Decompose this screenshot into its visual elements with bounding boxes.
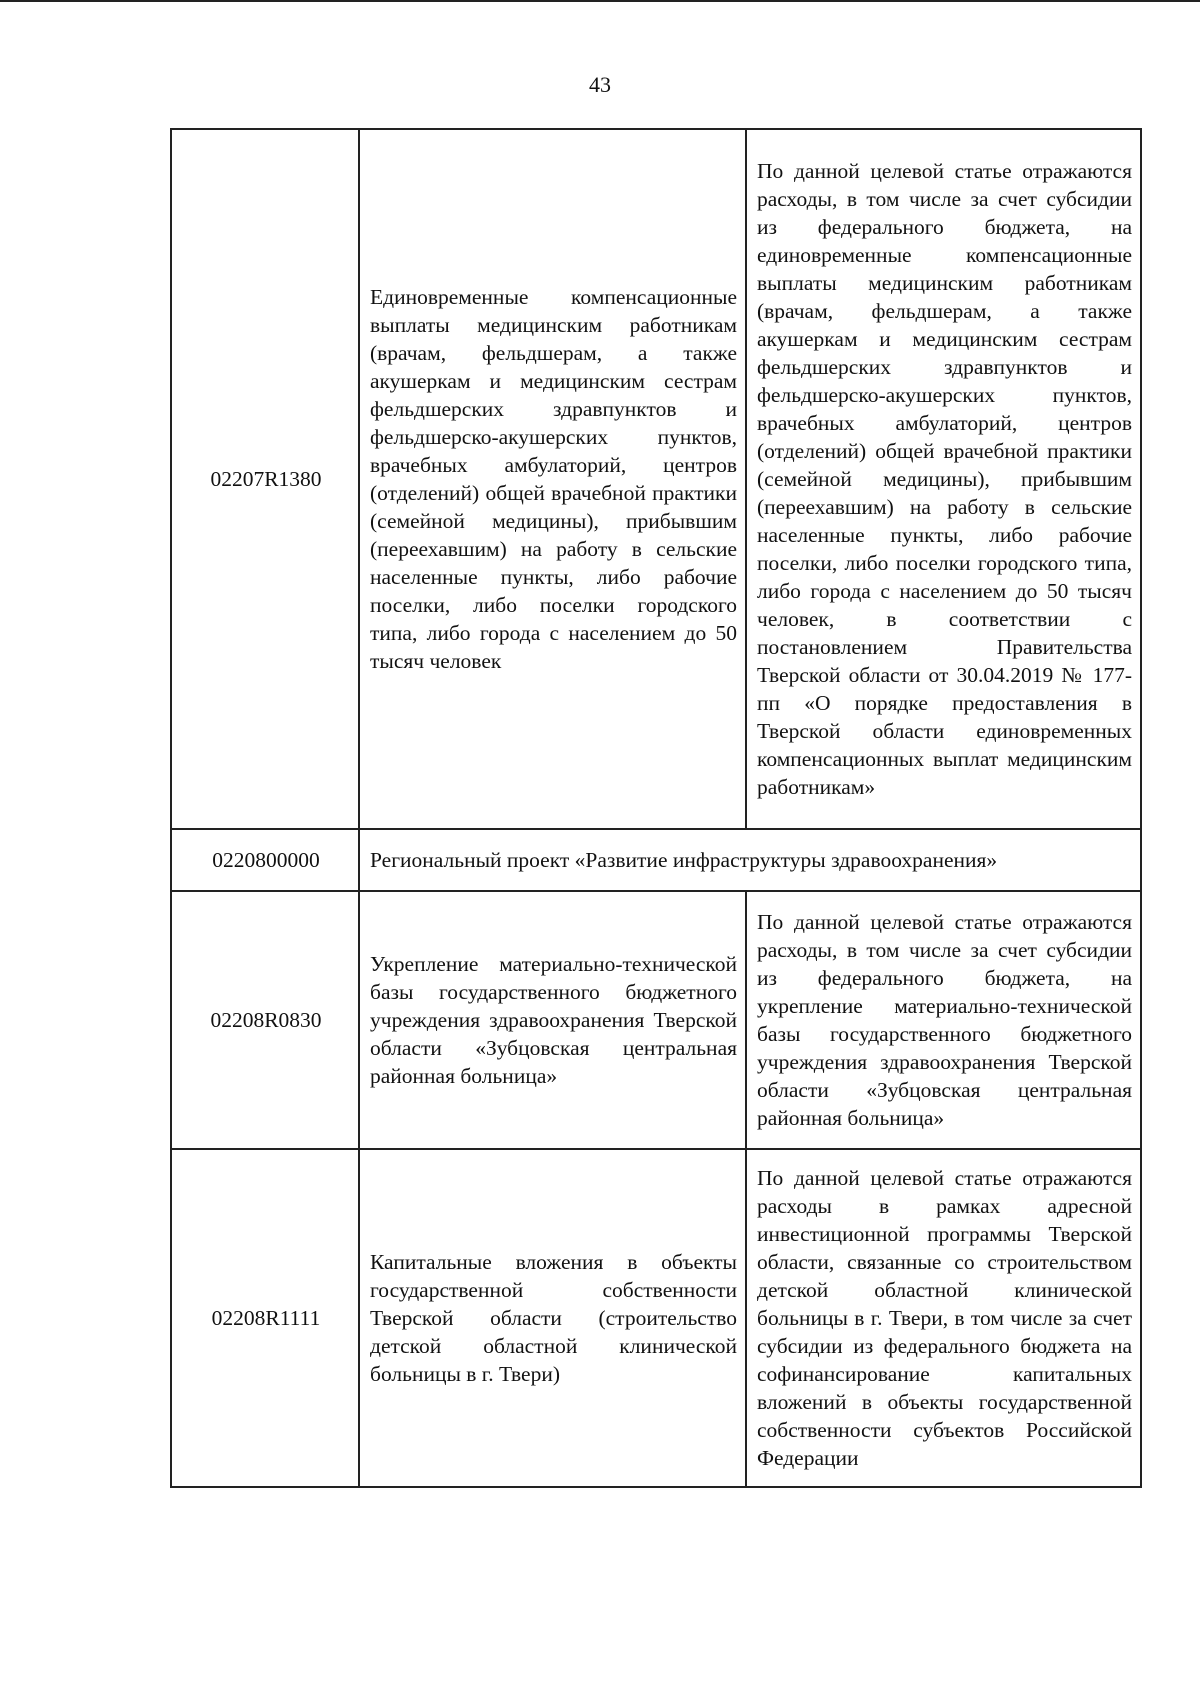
page-number: 43	[589, 72, 611, 97]
top-border-line	[0, 0, 1200, 2]
row-description: По данной целевой статье отражаются расходы в рамках адресной инвестиционной программы Тверской области, связанные со строительством детской областной клинической больницы в г. Твери, в том числе за счет субсидии из федерального бюджета на софинансирование капитальных вложений в объекты государственной собственности субъектов Российской Федерации	[746, 1149, 1141, 1487]
table-row-section	[171, 829, 1141, 891]
target-article-table	[170, 128, 1142, 1488]
row-description: По данной целевой статье отражаются расходы, в том числе за счет субсидии из федерального бюджета, на единовременные компенсационные выплаты медицинским работникам (врачам, фельдшерам, а также акушеркам и медицинским сестрам фельдшерских здравпунктов и фельдшерско-акушерских пунктов, врачебных амбулаторий, центров (отделений) общей врачебной практики (семейной медицины), прибывшим (переехавшим) на работу в сельские населенные пункты, либо рабочие поселки, либо поселки городского типа, либо города с населением до 50 тысяч человек, в соответствии с постановлением Правительства Тверской области от 30.04.2019 № 177-пп «О порядке предоставления в Тверской области единовременных компенсационных выплат медицинским работникам»	[746, 129, 1141, 829]
table-row	[171, 1149, 1141, 1487]
table-row	[171, 129, 1141, 829]
row-name: Единовременные компенсационные выплаты медицинским работникам (врачам, фельдшерам, а также акушеркам и медицинским сестрам фельдшерских здравпунктов и фельдшерско-акушерских пунктов, врачебных амбулаторий, центров (отделений) общей врачебной практики (семейной медицины), прибывшим (переехавшим) на работу в сельские населенные пункты, либо рабочие поселки, либо поселки городского типа, либо города с населением до 50 тысяч человек	[359, 129, 746, 829]
row-code: 02208R0830	[171, 891, 359, 1149]
row-name: Капитальные вложения в объекты государственной собственности Тверской области (строительство детской областной клинической больницы в г. Твери)	[359, 1149, 746, 1487]
row-section-title: Региональный проект «Развитие инфраструктуры здравоохранения»	[359, 829, 1141, 891]
row-code: 0220800000	[171, 829, 359, 891]
row-name: Укрепление материально-технической базы государственного бюджетного учреждения здравоохранения Тверской области «Зубцовская центральная районная больница»	[359, 891, 746, 1149]
table-row	[171, 891, 1141, 1149]
row-code: 02207R1380	[171, 129, 359, 829]
row-code: 02208R1111	[171, 1149, 359, 1487]
row-description: По данной целевой статье отражаются расходы, в том числе за счет субсидии из федерального бюджета, на укрепление материально-технической базы государственного бюджетного учреждения здравоохранения Тверской области «Зубцовская центральная районная больница»	[746, 891, 1141, 1149]
